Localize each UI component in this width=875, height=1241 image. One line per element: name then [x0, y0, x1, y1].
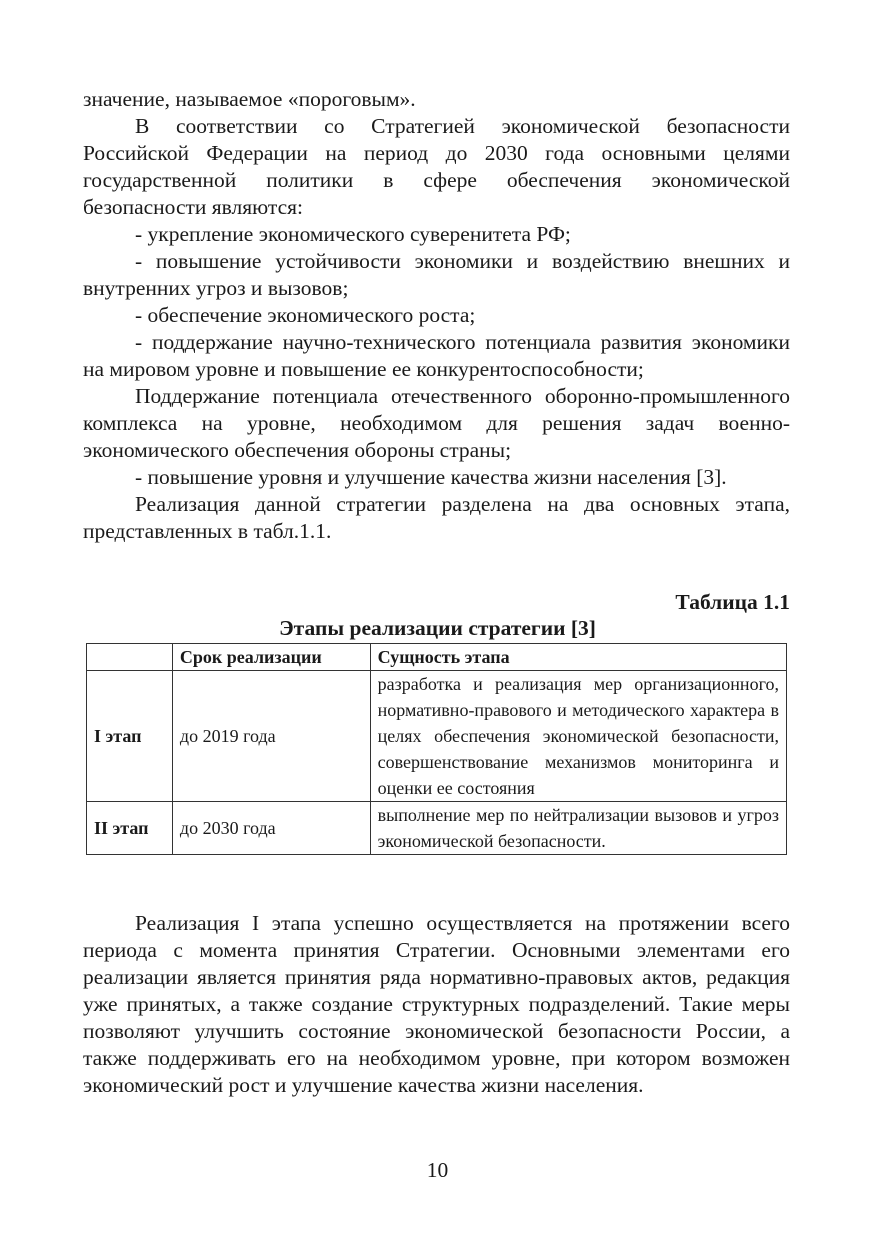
table-header-empty — [87, 644, 173, 671]
table-row — [87, 671, 787, 802]
table-cell-essence: разработка и реализация мер организационного, нормативно-правового и методического характера в целях обеспечения экономической безопасности, совершенствование механизмов мониторинга и оценки ее состояния — [370, 671, 786, 802]
page-number: 10 — [426, 1158, 449, 1182]
table-label: Таблица 1.1 — [675, 590, 790, 614]
table-cell-stage: II этап — [87, 802, 173, 855]
table-header-term: Срок реализации — [172, 644, 370, 671]
table-cell-term: до 2030 года — [172, 802, 370, 855]
paragraph-stage-one-progress: Реализация I этапа успешно осуществляется на протяжении всего периода с момента принятия Стратегии. Основными элементами его реализации является принятия ряда нормативно-правовых актов, редакция уже принятых, а также создание структурных подразделений. Такие меры позволяют улучшить состояние экономической безопасности России, а также поддерживать его на необходимом уровне, при котором возможен экономический рост и улучшение качества жизни населения. — [83, 911, 790, 1097]
paragraph-continuation: значение, называемое «пороговым». — [83, 87, 416, 111]
list-item-stability: - повышение устойчивости экономики и воздействию внешних и внутренних угроз и вызовов; — [83, 249, 790, 300]
list-item-sovereignty: - укрепление экономического суверенитета РФ; — [135, 222, 571, 246]
table-cell-stage: I этап — [87, 671, 173, 802]
list-item-growth: - обеспечение экономического роста; — [135, 303, 476, 327]
list-item-science-potential: - поддержание научно-технического потенциала развития экономики на мировом уровне и повышение ее конкурентоспособности; — [83, 330, 790, 381]
table-row — [87, 802, 787, 855]
table-cell-essence: выполнение мер по нейтрализации вызовов и угроз экономической безопасности. — [370, 802, 786, 855]
paragraph-defense-industry: Поддержание потенциала отечественного оборонно-промышленного комплекса на уровне, необходимом для решения задач военно-экономического обеспечения обороны страны; — [83, 384, 790, 462]
table-header-essence: Сущность этапа — [370, 644, 786, 671]
table-title: Этапы реализации стратегии [3] — [279, 616, 596, 640]
stages-table — [86, 643, 787, 855]
paragraph-strategy-intro: В соответствии со Стратегией экономической безопасности Российской Федерации на период до 2030 года основными целями государственной политики в сфере обеспечения экономической безопасности являются: — [83, 114, 790, 219]
body-text-top — [83, 86, 790, 545]
body-text-bottom — [83, 910, 790, 1099]
paragraph-stages-intro: Реализация данной стратегии разделена на два основных этапа, представленных в табл.1.1. — [83, 492, 790, 543]
table-header-row — [87, 644, 787, 671]
table-cell-term: до 2019 года — [172, 671, 370, 802]
list-item-quality-of-life: - повышение уровня и улучшение качества жизни населения [3]. — [135, 465, 727, 489]
